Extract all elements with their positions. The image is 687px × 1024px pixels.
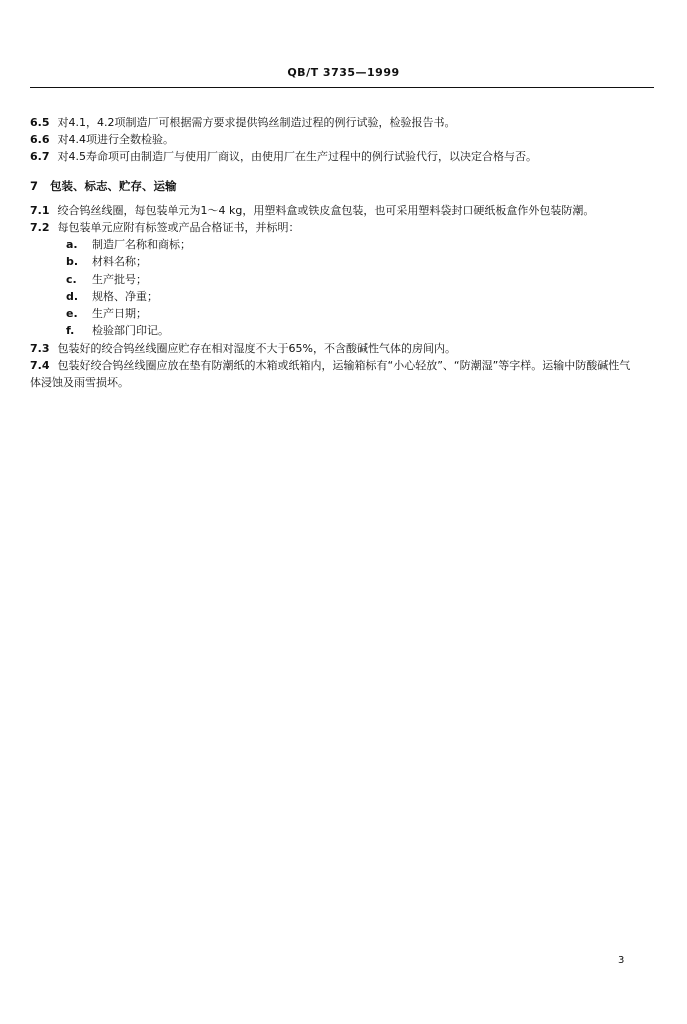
list-item-text: 生产日期； [92, 307, 147, 321]
clause-text: 对4.1，4.2项制造厂可根据需方要求提供钨丝制造过程的例行试验，检验报告书。 [57, 116, 456, 129]
list-item-letter: a. [66, 238, 78, 251]
list-item-text: 规格、净重； [92, 289, 158, 303]
page-header-standard-id: QB/T 3735—1999 [287, 66, 400, 79]
clause-text: 对4.5寿命项可由制造厂与使用厂商议，由使用厂在生产过程中的例行试验代行，以决定合格与否。 [57, 150, 537, 163]
list-item-letter: e. [66, 307, 78, 321]
clause-text: 包装好的绞合钨丝线圈应贮存在相对湿度不大于65%，不含酸碱性气体的房间内。 [57, 341, 456, 355]
clause-7-1 [30, 202, 640, 219]
page-number: 3 [618, 955, 625, 966]
list-item-letter: d. [66, 289, 79, 303]
section-7-heading [30, 178, 640, 195]
list-item-letter: c. [66, 272, 77, 286]
list-item [30, 236, 640, 253]
list-item [30, 322, 640, 339]
list-item-text: 材料名称； [92, 255, 147, 269]
clause-7-2 [30, 219, 640, 236]
clause-text: 每包装单元应附有标签或产品合格证书，并标明： [57, 221, 300, 234]
clause-6-6 [30, 131, 640, 148]
clause-number: 7.1 [30, 204, 50, 217]
document-body [30, 114, 640, 391]
clause-number: 7.4 [30, 358, 50, 372]
clause-6-7 [30, 148, 640, 165]
list-item-text: 生产批号； [92, 272, 147, 286]
clause-number: 7.2 [30, 221, 50, 234]
clause-7-4 [30, 357, 640, 391]
clause-number: 7.3 [30, 341, 50, 355]
clause-text: 包装好绞合钨丝线圈应放在垫有防潮纸的木箱或纸箱内，运输箱标有“小心轻放”、“防潮湿”等字样。运输中防酸碱性气体浸蚀及雨雪损坏。 [30, 358, 631, 389]
header-rule [30, 87, 654, 88]
clause-7-3 [30, 340, 640, 357]
list-item [30, 271, 640, 288]
section-number: 7 [30, 179, 39, 193]
list-item-text: 制造厂名称和商标； [92, 238, 191, 251]
clause-text: 绞合钨丝线圈，每包装单元为1～4 kg，用塑料盒或铁皮盒包装，也可采用塑料袋封口硬纸板盒作外包装防潮。 [57, 204, 595, 217]
clause-6-5 [30, 114, 640, 131]
list-item [30, 305, 640, 322]
list-item-letter: f. [66, 324, 75, 338]
clause-number: 6.5 [30, 116, 50, 129]
clause-text: 对4.4项进行全数检验。 [57, 133, 174, 146]
list-item-text: 检验部门印记。 [92, 324, 169, 338]
list-item [30, 288, 640, 305]
clause-number: 6.6 [30, 133, 50, 146]
list-item [30, 253, 640, 270]
list-item-letter: b. [66, 255, 79, 269]
clause-number: 6.7 [30, 150, 50, 163]
section-title: 包装、标志、贮存、运输 [50, 179, 177, 193]
